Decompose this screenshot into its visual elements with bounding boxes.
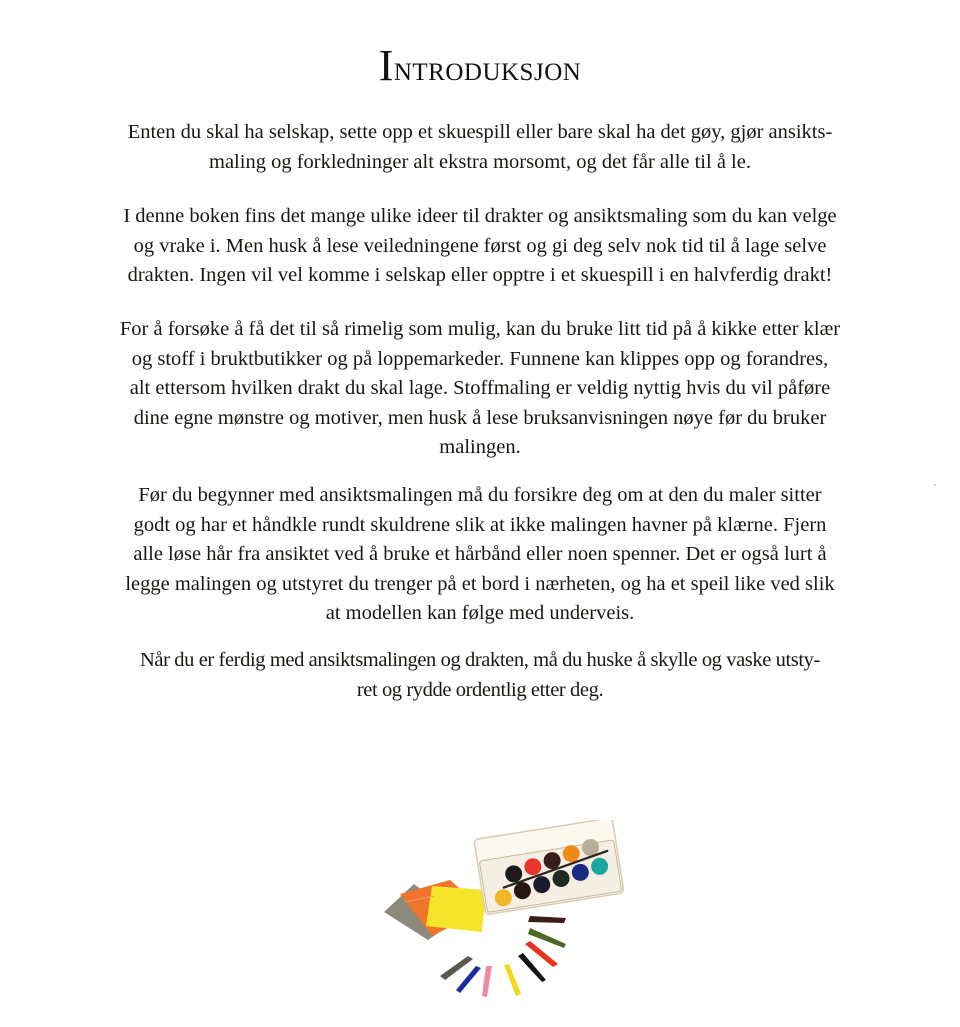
paragraph-cleanup [0,646,960,705]
text-line: ret og rydde ordentlig etter deg. [356,678,604,701]
text-line: dine egne mønstre og motiver, men husk å lese bruksanvisningen nøye før du bruker [133,406,827,429]
paragraph-intro [0,118,960,177]
title-initial: I [378,41,394,90]
text-line: alt ettersom hvilken drakt du skal lage. Stoffmaling er veldig nyttig hvis du vil påføre [129,377,831,399]
art-supplies-illustration [370,820,630,1020]
paragraph-preparation [0,481,960,629]
text-line: alle løse hår fra ansiktet ved å bruke et hårbånd eller noen spenner. Det er også lurt å [133,543,827,565]
yellow-paper [426,886,486,932]
text-line: og stoff i bruktbutikker og på loppemarkeder. Funnene kan klippes opp og forandres, [131,347,829,370]
text-line: maling og forkledninger alt ekstra morsomt, og det får alle til å le. [209,150,751,173]
paragraph-ideas [0,202,960,291]
text-line: Når du er ferdig med ansiktsmalingen og drakten, må du huske å skylle og vaske utsty- [140,649,820,671]
text-line: legge malingen og utstyret du trenger på et bord i nærheten, og ha et speil like ved slik [125,572,835,595]
page-title [0,40,960,91]
blue-crayon [456,966,481,993]
paragraph-budget [0,315,960,463]
text-line: godt og har et håndkle rundt skuldrene slik at ikke malingen havner på klærne. Fjern [133,513,827,536]
text-line: drakten. Ingen vil vel komme i selskap eller opptre i et skuespill i en halvferdig drakt! [127,264,833,286]
yellow-crayon [504,964,521,996]
text-line: Før du begynner med ansiktsmalingen må du forsikre deg om at den du maler sitter [138,484,822,506]
text-line: I denne boken fins det mange ulike ideer til drakter og ansiktsmaling som du kan velge [123,205,837,227]
text-line: malingen. [439,436,521,458]
pink-crayon [482,966,492,997]
paint-box [474,820,624,915]
paper-sheets [384,880,486,940]
text-line: For å forsøke å få det til så rimelig som mulig, kan du bruke litt tid på å kikke etter klær [119,318,841,340]
scan-speck [934,484,936,486]
text-line: og vrake i. Men husk å lese veiledningene først og gi deg selv nok tid til å lage selve [133,234,827,257]
text-line: Enten du skal ha selskap, sette opp et skuespill eller bare skal ha det gøy, gjør ansikts- [127,121,833,143]
text-line: at modellen kan følge med underveis. [325,602,635,624]
brown-crayon [528,916,566,923]
title-rest: ntroduksjon [393,49,582,88]
